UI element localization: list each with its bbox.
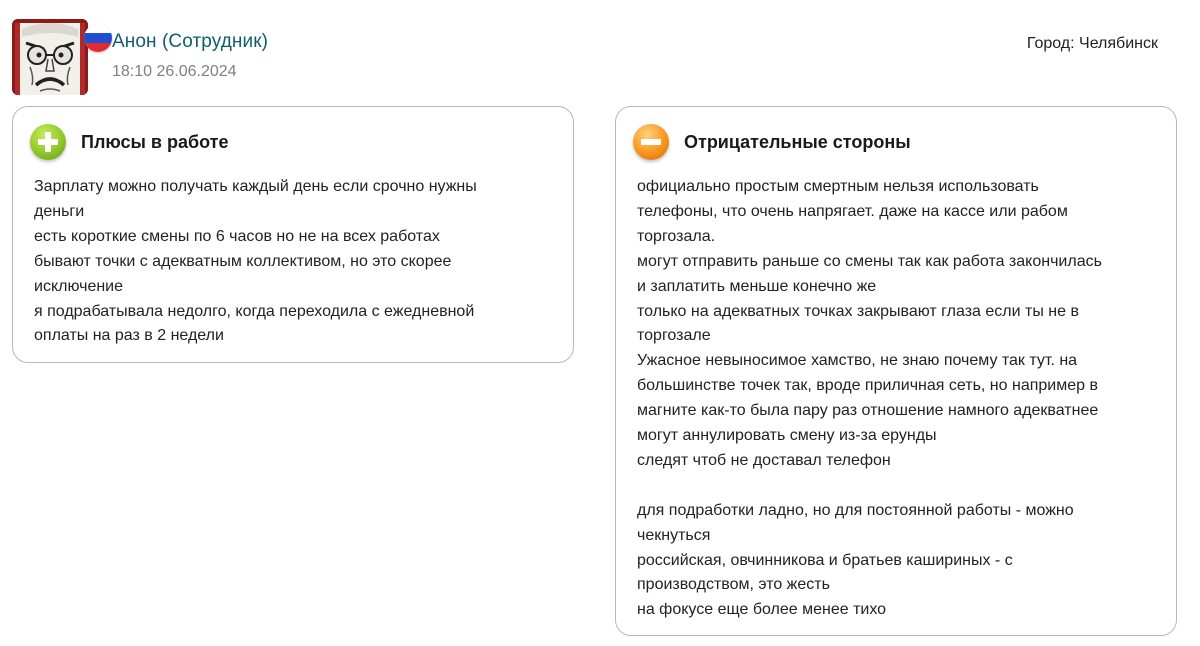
review-date: 18:10 26.06.2024 — [112, 63, 237, 80]
avatar[interactable] — [12, 19, 88, 95]
cons-line: только на адекватных точках закрывают глаза если ты не в — [637, 302, 1079, 320]
cons-line: Ужасное невыносимое хамство, не знаю почему так тут. на — [637, 352, 1078, 370]
plus-circle-icon — [30, 124, 66, 160]
cons-line: телефоны, что очень напрягает. даже на кассе или рабом — [637, 202, 1068, 220]
cons-line: на фокусе еще более менее тихо — [637, 601, 887, 619]
cons-text — [637, 175, 1162, 623]
pros-line: Зарплату можно получать каждый день если срочно нужны — [34, 178, 477, 195]
pros-text — [34, 175, 559, 349]
pros-line: исключение — [34, 277, 124, 295]
cons-blank-line — [637, 474, 1162, 499]
cons-header — [633, 123, 911, 161]
cons-line: магните как-то была пару раз отношение намного адекватнее — [637, 402, 1099, 420]
cons-line: и заплатить меньше конечно же — [637, 277, 877, 295]
cons-line: торгозале — [637, 327, 711, 345]
cons-line: российская, овчинникова и братьев кашириных - с — [637, 551, 1013, 569]
pros-line: я подрабатывала недолго, когда переходила с ежедневной — [34, 302, 475, 320]
review-city: Город: Челябинск — [1026, 35, 1158, 52]
cons-line: большинстве точек так, вроде приличная сеть, но например в — [637, 377, 1098, 395]
cons-line: официально простым смертным нельзя использовать — [637, 178, 1039, 195]
russia-flag-icon — [84, 24, 112, 52]
pros-header — [30, 123, 228, 161]
cons-line: производством, это жесть — [637, 576, 830, 594]
cons-line: могут отправить раньше со смены так как работа закончилась — [637, 252, 1102, 270]
cons-line: могут аннулировать смену из-за ерунды — [637, 427, 937, 445]
author-avatar-wrap — [12, 19, 88, 95]
cons-line: чекнуться — [637, 526, 711, 544]
cons-line: торгозала. — [637, 227, 716, 245]
pros-line: есть короткие смены по 6 часов но не на всех работах — [34, 227, 440, 245]
pros-line: бывают точки с адекватным коллективом, но это скорее — [34, 252, 452, 270]
review-header — [0, 0, 1200, 100]
pros-line: оплаты на раз в 2 недели — [34, 327, 224, 345]
angry-face-avatar-icon — [12, 19, 88, 95]
cons-card — [615, 106, 1177, 636]
minus-circle-icon — [633, 124, 669, 160]
cons-line: для подработки ладно, но для постоянной работы - можно — [637, 501, 1074, 519]
author-name[interactable]: Анон (Сотрудник) — [112, 31, 269, 52]
pros-card — [12, 106, 574, 363]
pros-title: Плюсы в работе — [81, 131, 229, 152]
cons-title: Отрицательные стороны — [684, 131, 911, 152]
cons-line: следят чтоб не доставал телефон — [637, 451, 891, 469]
pros-line: деньги — [34, 202, 85, 220]
